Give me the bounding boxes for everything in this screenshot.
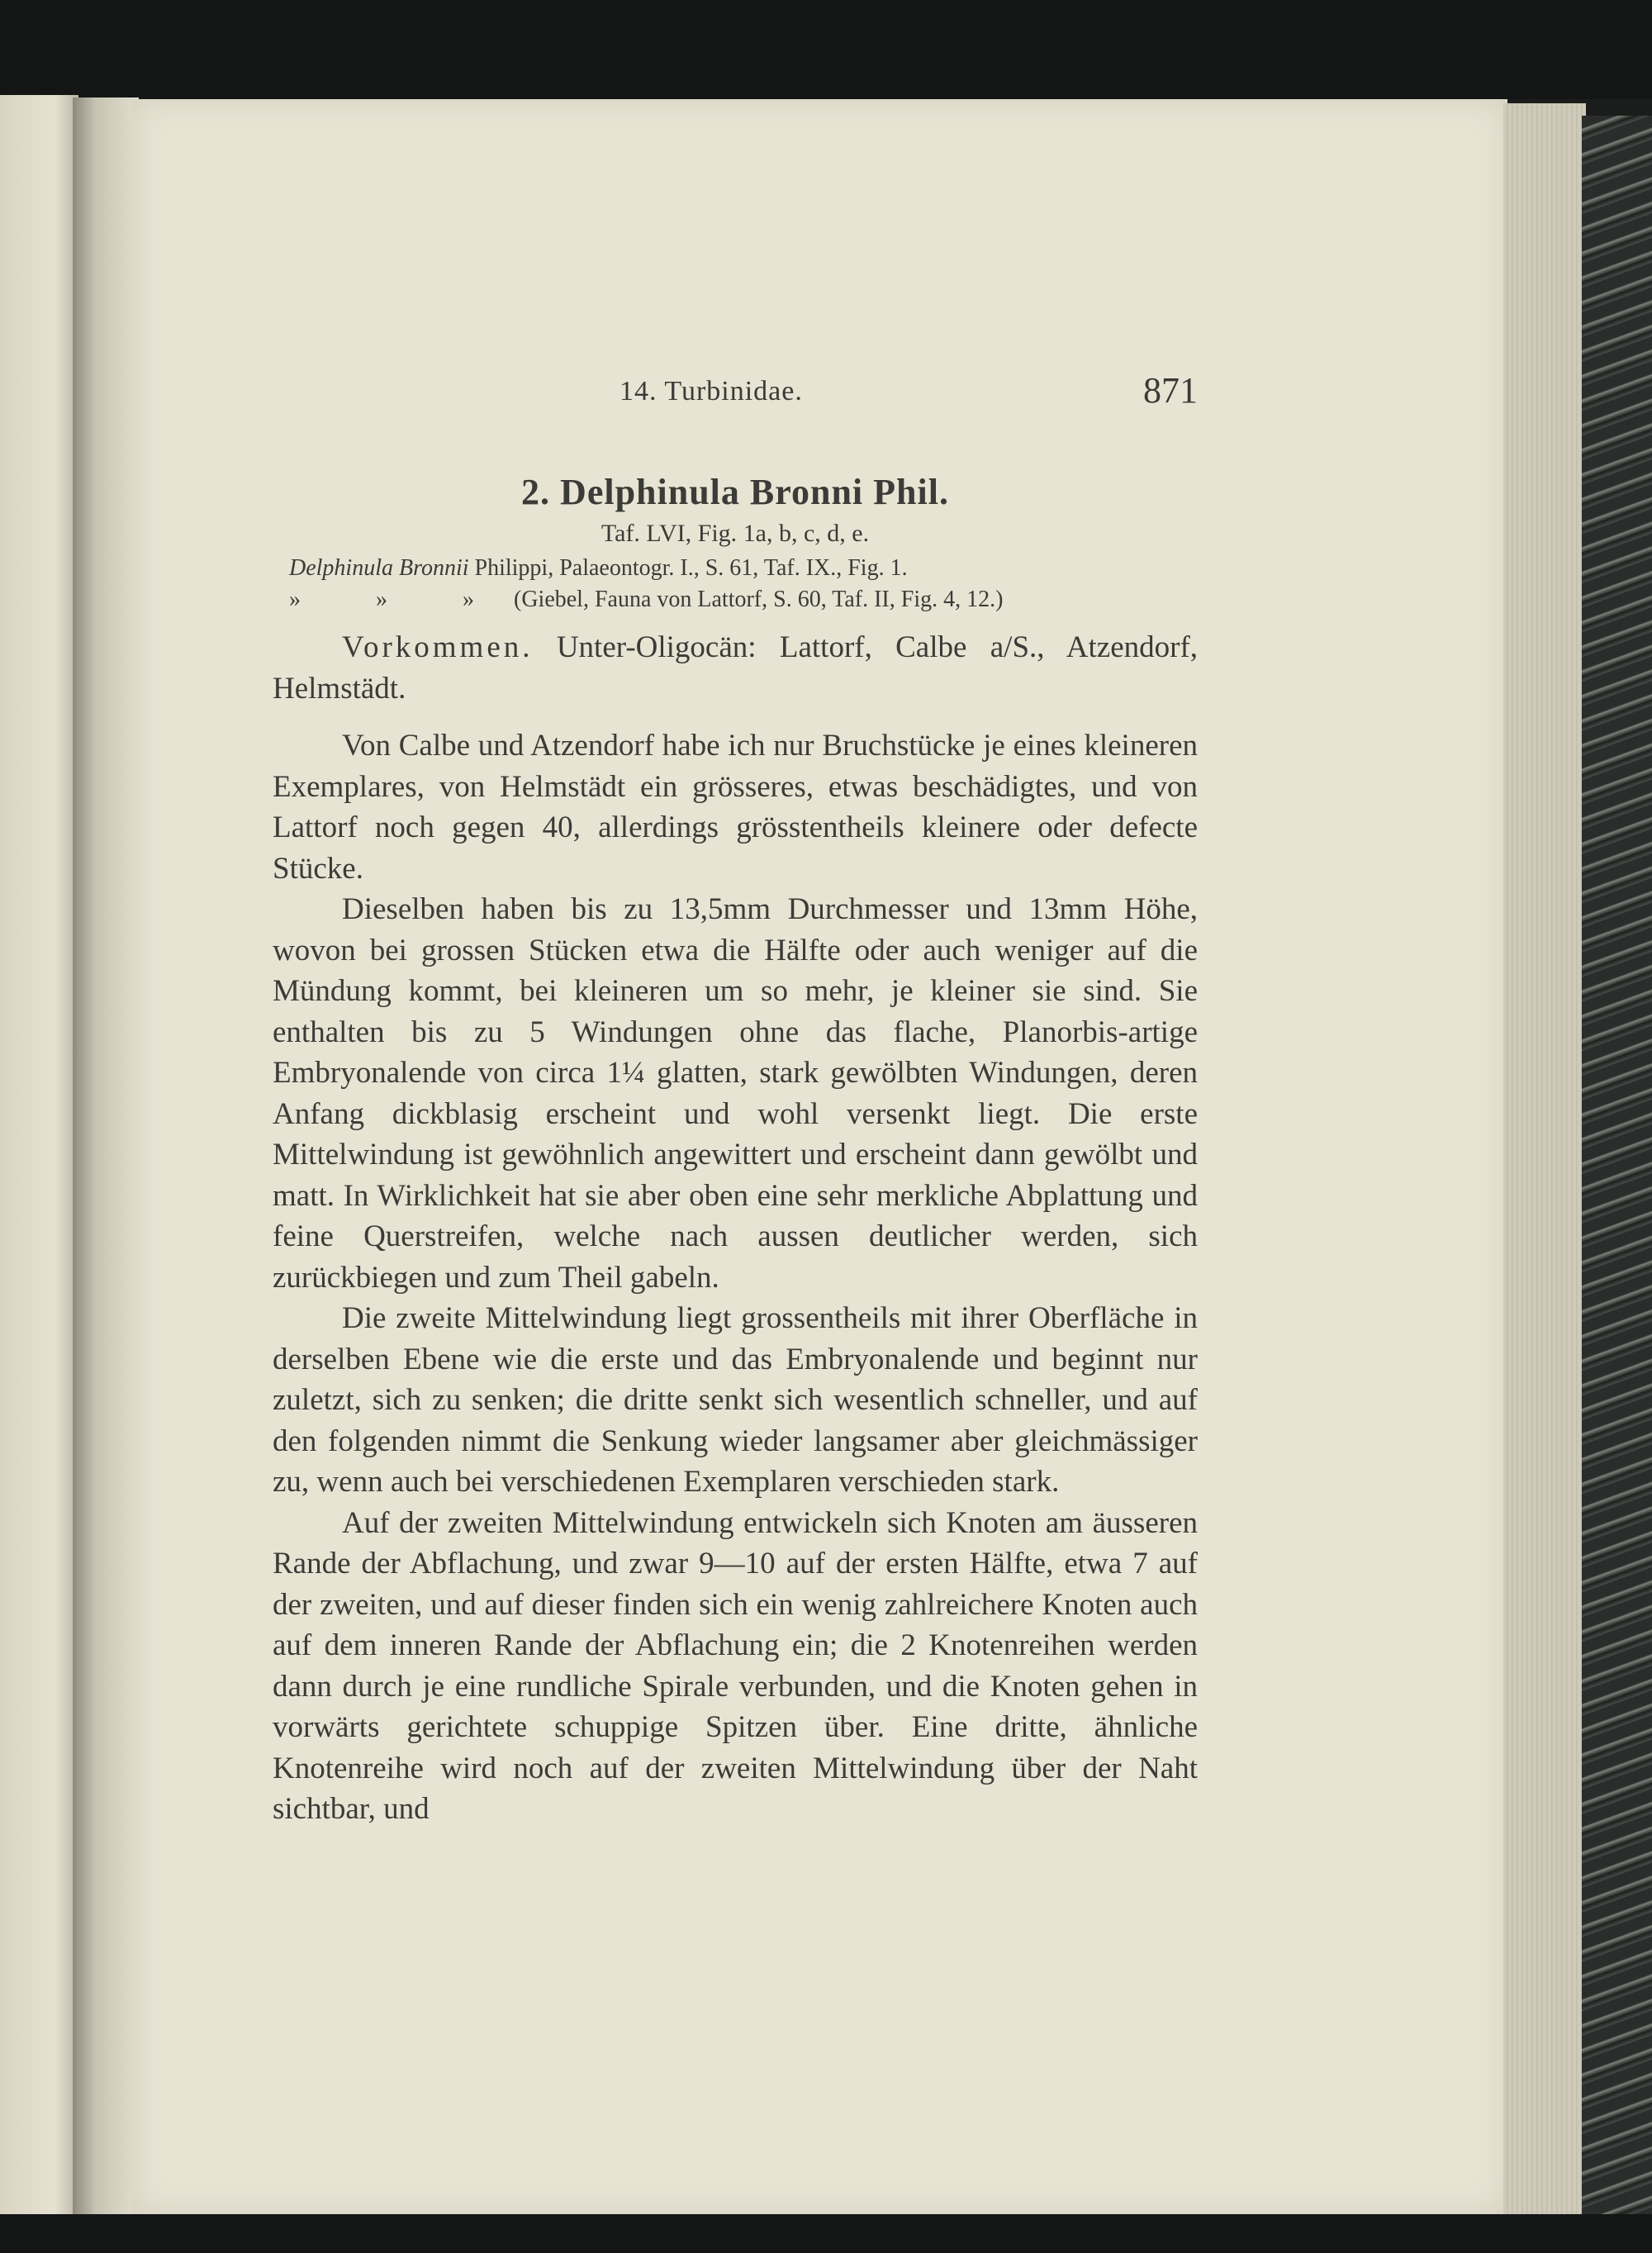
- paragraph: Die zweite Mittelwindung liegt grossentheils mit ihrer Oberfläche in derselben Ebene wie die erste und das Embryonalende und beginnt nur zuletzt, sich zu senken; die dritte senkt sich wesentlich schneller, und auf den folgenden nimmt die Senkung wieder langsamer aber gleichmässiger zu, wenn auch bei verschiedenen Exemplaren verschieden stark.: [273, 1301, 1198, 1499]
- synonymy-line: [273, 553, 1198, 584]
- paragraph: Von Calbe und Atzendorf habe ich nur Bruchstücke je eines kleineren Exemplares, von Helmstädt ein grösseres, etwas beschädigtes, und von Lattorf noch gegen 40, allerdings grösstentheils kleinere oder defecte Stücke.: [273, 729, 1198, 886]
- synonym-citation: (Giebel, Fauna von Lattorf, S. 60, Taf. II, Fig. 4, 12.): [514, 587, 1004, 612]
- paragraph: Dieselben haben bis zu 13,5mm Durchmesser und 13mm Höhe, wovon bei grossen Stücken etwa die Hälfte oder auch weniger auf die Mündung kommt, bei kleineren um so mehr, je kleiner sie sind. Sie enthalten bis zu 5 Windungen ohne das flache, Planorbis-artige Embryonalende von circa 1¼ glatten, stark gewölbten Windungen, deren Anfang dickblasig erscheint und wohl versenkt liegt. Die erste Mittelwindung ist gewöhnlich angewittert und erscheint dann gewölbt und matt. In Wirklichkeit hat sie aber oben eine sehr merkliche Abplattung und feine Querstreifen, welche nach aussen deutlicher werden, sich zurückbiegen und zum Theil gabeln.: [273, 892, 1198, 1295]
- book-gutter: [73, 97, 139, 2221]
- synonym-name: Delphinula Bronnii: [289, 555, 469, 581]
- synonym-citation: Philippi, Palaeontogr. I., S. 61, Taf. IX., Fig. 1.: [474, 555, 908, 581]
- ditto-mark: »: [463, 587, 474, 612]
- running-head: [620, 370, 1198, 425]
- synonymy-line: [273, 584, 1198, 616]
- paragraph-text: Unter-Oligocän: Lattorf, Calbe a/S., Atzendorf, Helmstädt.: [273, 630, 1199, 706]
- paragraph-lead: Vorkommen.: [342, 630, 534, 664]
- background-bottom: [0, 2214, 1652, 2253]
- paragraph: Auf der zweiten Mittelwindung entwickeln sich Knoten am äusseren Rande der Abflachung, und zwar 9—10 auf der ersten Hälfte, etwa 7 auf der zweiten, und auf dieser finden sich ein wenig zahlreichere Knoten auch auf dem inneren Rande der Abflachung ein; die 2 Knotenreihen werden dann durch je eine rundliche Spirale verbunden, und die Knoten gehen in vorwärts gerichtete schuppige Spitzen über. Eine dritte, ähnliche Knotenreihe wird noch auf der zweiten Mittelwindung über der Naht sichtbar, und: [273, 1505, 1198, 1826]
- text-column: [273, 471, 1198, 1830]
- background-top: [0, 0, 1652, 99]
- species-heading: 2. Delphinula Bronni Phil.: [521, 472, 949, 512]
- paragraph-occurrence: [273, 627, 1198, 709]
- ditto-mark: »: [376, 587, 387, 612]
- page-fore-edge: [1503, 103, 1586, 2218]
- facing-page-edge: [0, 95, 78, 2218]
- section-title: 14. Turbinidae.: [620, 376, 803, 406]
- book-cover-edge: [1582, 116, 1652, 2231]
- page-number: 871: [1143, 370, 1198, 411]
- plate-reference: Taf. LVI, Fig. 1a, b, c, d, e.: [601, 520, 870, 547]
- ditto-mark: »: [289, 587, 301, 612]
